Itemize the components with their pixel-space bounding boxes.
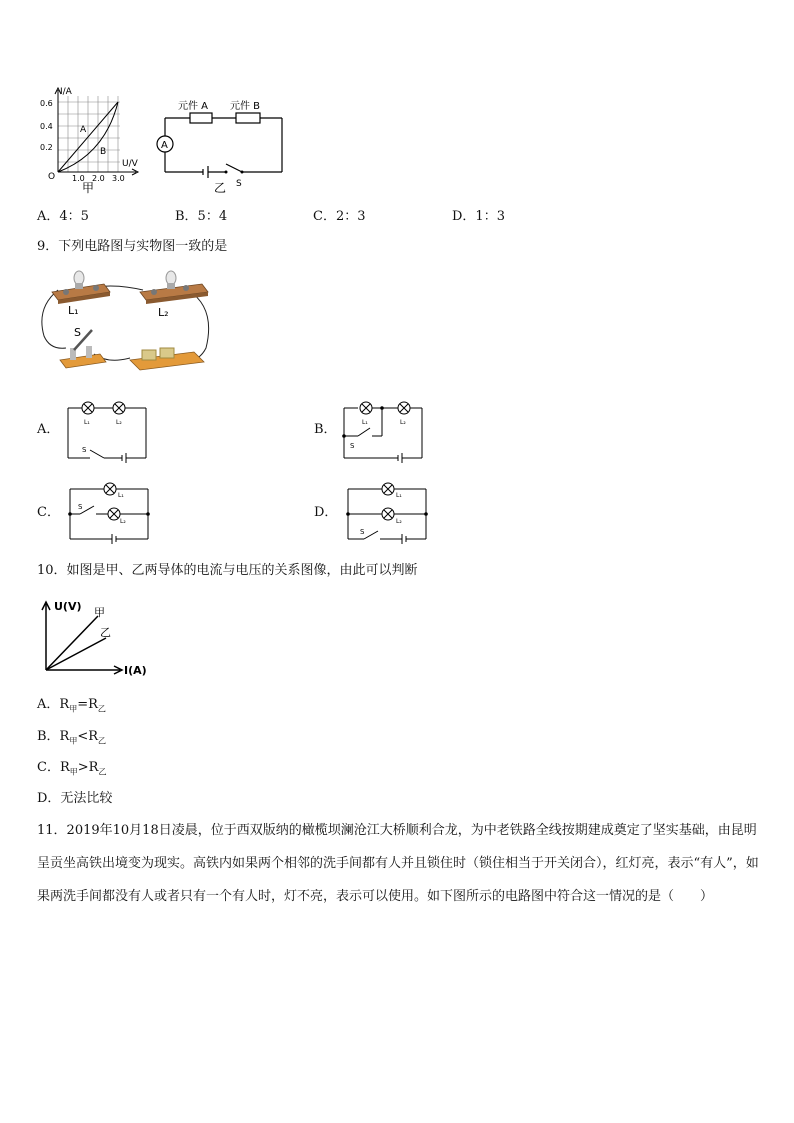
s-label: S — [78, 503, 83, 511]
l1-label: L₁ — [84, 419, 90, 426]
s-label: S — [350, 442, 355, 450]
ammeter-label: A — [161, 140, 168, 151]
q8-option-c[interactable]: C．2：3 — [313, 209, 366, 224]
q8-graph-jia — [30, 84, 148, 196]
q10-x-axis-label: I(A) — [124, 664, 147, 677]
l2-label: L₂ — [400, 419, 406, 426]
q8-option-d[interactable]: D．1：3 — [452, 209, 505, 224]
l2-label: L₂ — [116, 419, 122, 426]
l1-label: L₁ — [362, 419, 368, 426]
q9-option-b[interactable]: B． — [314, 422, 337, 437]
element-b-resistor — [236, 113, 260, 123]
q9-circuit-a — [62, 398, 152, 468]
l1-label: L₁ — [118, 492, 124, 499]
q8-graph-caption: 甲 — [82, 181, 95, 195]
q9-option-a[interactable]: A． — [37, 422, 60, 437]
q10-option-d[interactable]: D．无法比较 — [37, 791, 113, 806]
l2-label: L₂ — [396, 518, 402, 525]
q8-option-a[interactable]: A．4：5 — [37, 209, 89, 224]
photo-lamp2-label: L₂ — [158, 306, 169, 319]
line-yi — [46, 638, 106, 670]
element-b-label: 元件 B — [230, 101, 261, 112]
l2-label: L₂ — [120, 518, 126, 525]
line-jia — [46, 616, 98, 670]
q10-line-jia-label: 甲 — [94, 606, 105, 619]
q8-origin-label: O — [48, 172, 56, 182]
q9-physical-photo — [38, 268, 214, 376]
q9-circuit-d — [340, 479, 432, 549]
q8-y-tick: 0.4 — [40, 122, 53, 131]
q9-option-d[interactable]: D． — [314, 505, 338, 520]
switch-board — [60, 354, 106, 368]
photo-switch-label: S — [74, 326, 81, 339]
q8-curve-a-label: A — [80, 125, 87, 135]
q8-circuit-caption: 乙 — [214, 181, 227, 194]
q8-option-b[interactable]: B．5：4 — [175, 209, 228, 224]
element-a-label: 元件 A — [178, 101, 209, 112]
q10-graph — [36, 596, 158, 680]
q10-option-b[interactable]: B．$R_甲<R_乙$ — [37, 729, 107, 746]
q8-curve-b-label: B — [100, 147, 107, 157]
q8-y-tick: 0.6 — [40, 99, 53, 108]
s-label: S — [360, 528, 365, 536]
q10-line-yi-label: 乙 — [100, 626, 111, 639]
q8-y-tick: 0.2 — [40, 143, 53, 152]
q10-option-c[interactable]: C．$R_甲>R_乙$ — [37, 760, 107, 777]
switch-lever — [364, 531, 378, 539]
q9-circuit-b — [338, 398, 428, 468]
q9-circuit-c — [62, 479, 154, 549]
switch-lever — [90, 450, 104, 458]
q8-x-tick: 2.0 — [92, 174, 105, 183]
q9-option-c[interactable]: C． — [37, 505, 60, 520]
s-label: S — [82, 446, 87, 454]
q8-x-axis-label: U/V — [122, 159, 138, 169]
q8-x-tick: 1.0 — [72, 174, 85, 183]
l1-label: L₁ — [396, 492, 402, 499]
q8-y-axis-label: I/A — [60, 87, 72, 97]
switch-label: S — [236, 179, 242, 189]
switch-lever — [226, 164, 242, 172]
q11-stem: 11．2019年10月18日凌晨，位于西双版纳的橄榄坝澜沧江大桥顺利合龙，为中老铁路全线按期建成奠定了坚实基础，由昆明呈贡坐高铁出境变为现实。高铁内如果两个相邻的洗手间都有人并且锁住时（锁住相当于开关闭合），红灯亮，表示“有人”，如果两洗手间都没有人或者只有一个有人时，灯不亮，表示可以使用。如下图所示的电路图中符合这一情况的是（ ） — [37, 823, 759, 904]
q10-option-a[interactable]: A．$R_甲=R_乙$ — [37, 697, 106, 714]
q10-y-axis-label: U(V) — [54, 600, 82, 613]
photo-lamp1-label: L₁ — [68, 304, 79, 317]
element-a-resistor — [190, 113, 212, 123]
q8-circuit-yi — [150, 96, 290, 194]
q10-stem: 10．如图是甲、乙两导体的电流与电压的关系图像，由此可以判断 — [37, 563, 418, 578]
switch-lever — [358, 428, 370, 436]
q8-x-tick: 3.0 — [112, 174, 125, 183]
q9-stem: 9．下列电路图与实物图一致的是 — [37, 239, 228, 254]
